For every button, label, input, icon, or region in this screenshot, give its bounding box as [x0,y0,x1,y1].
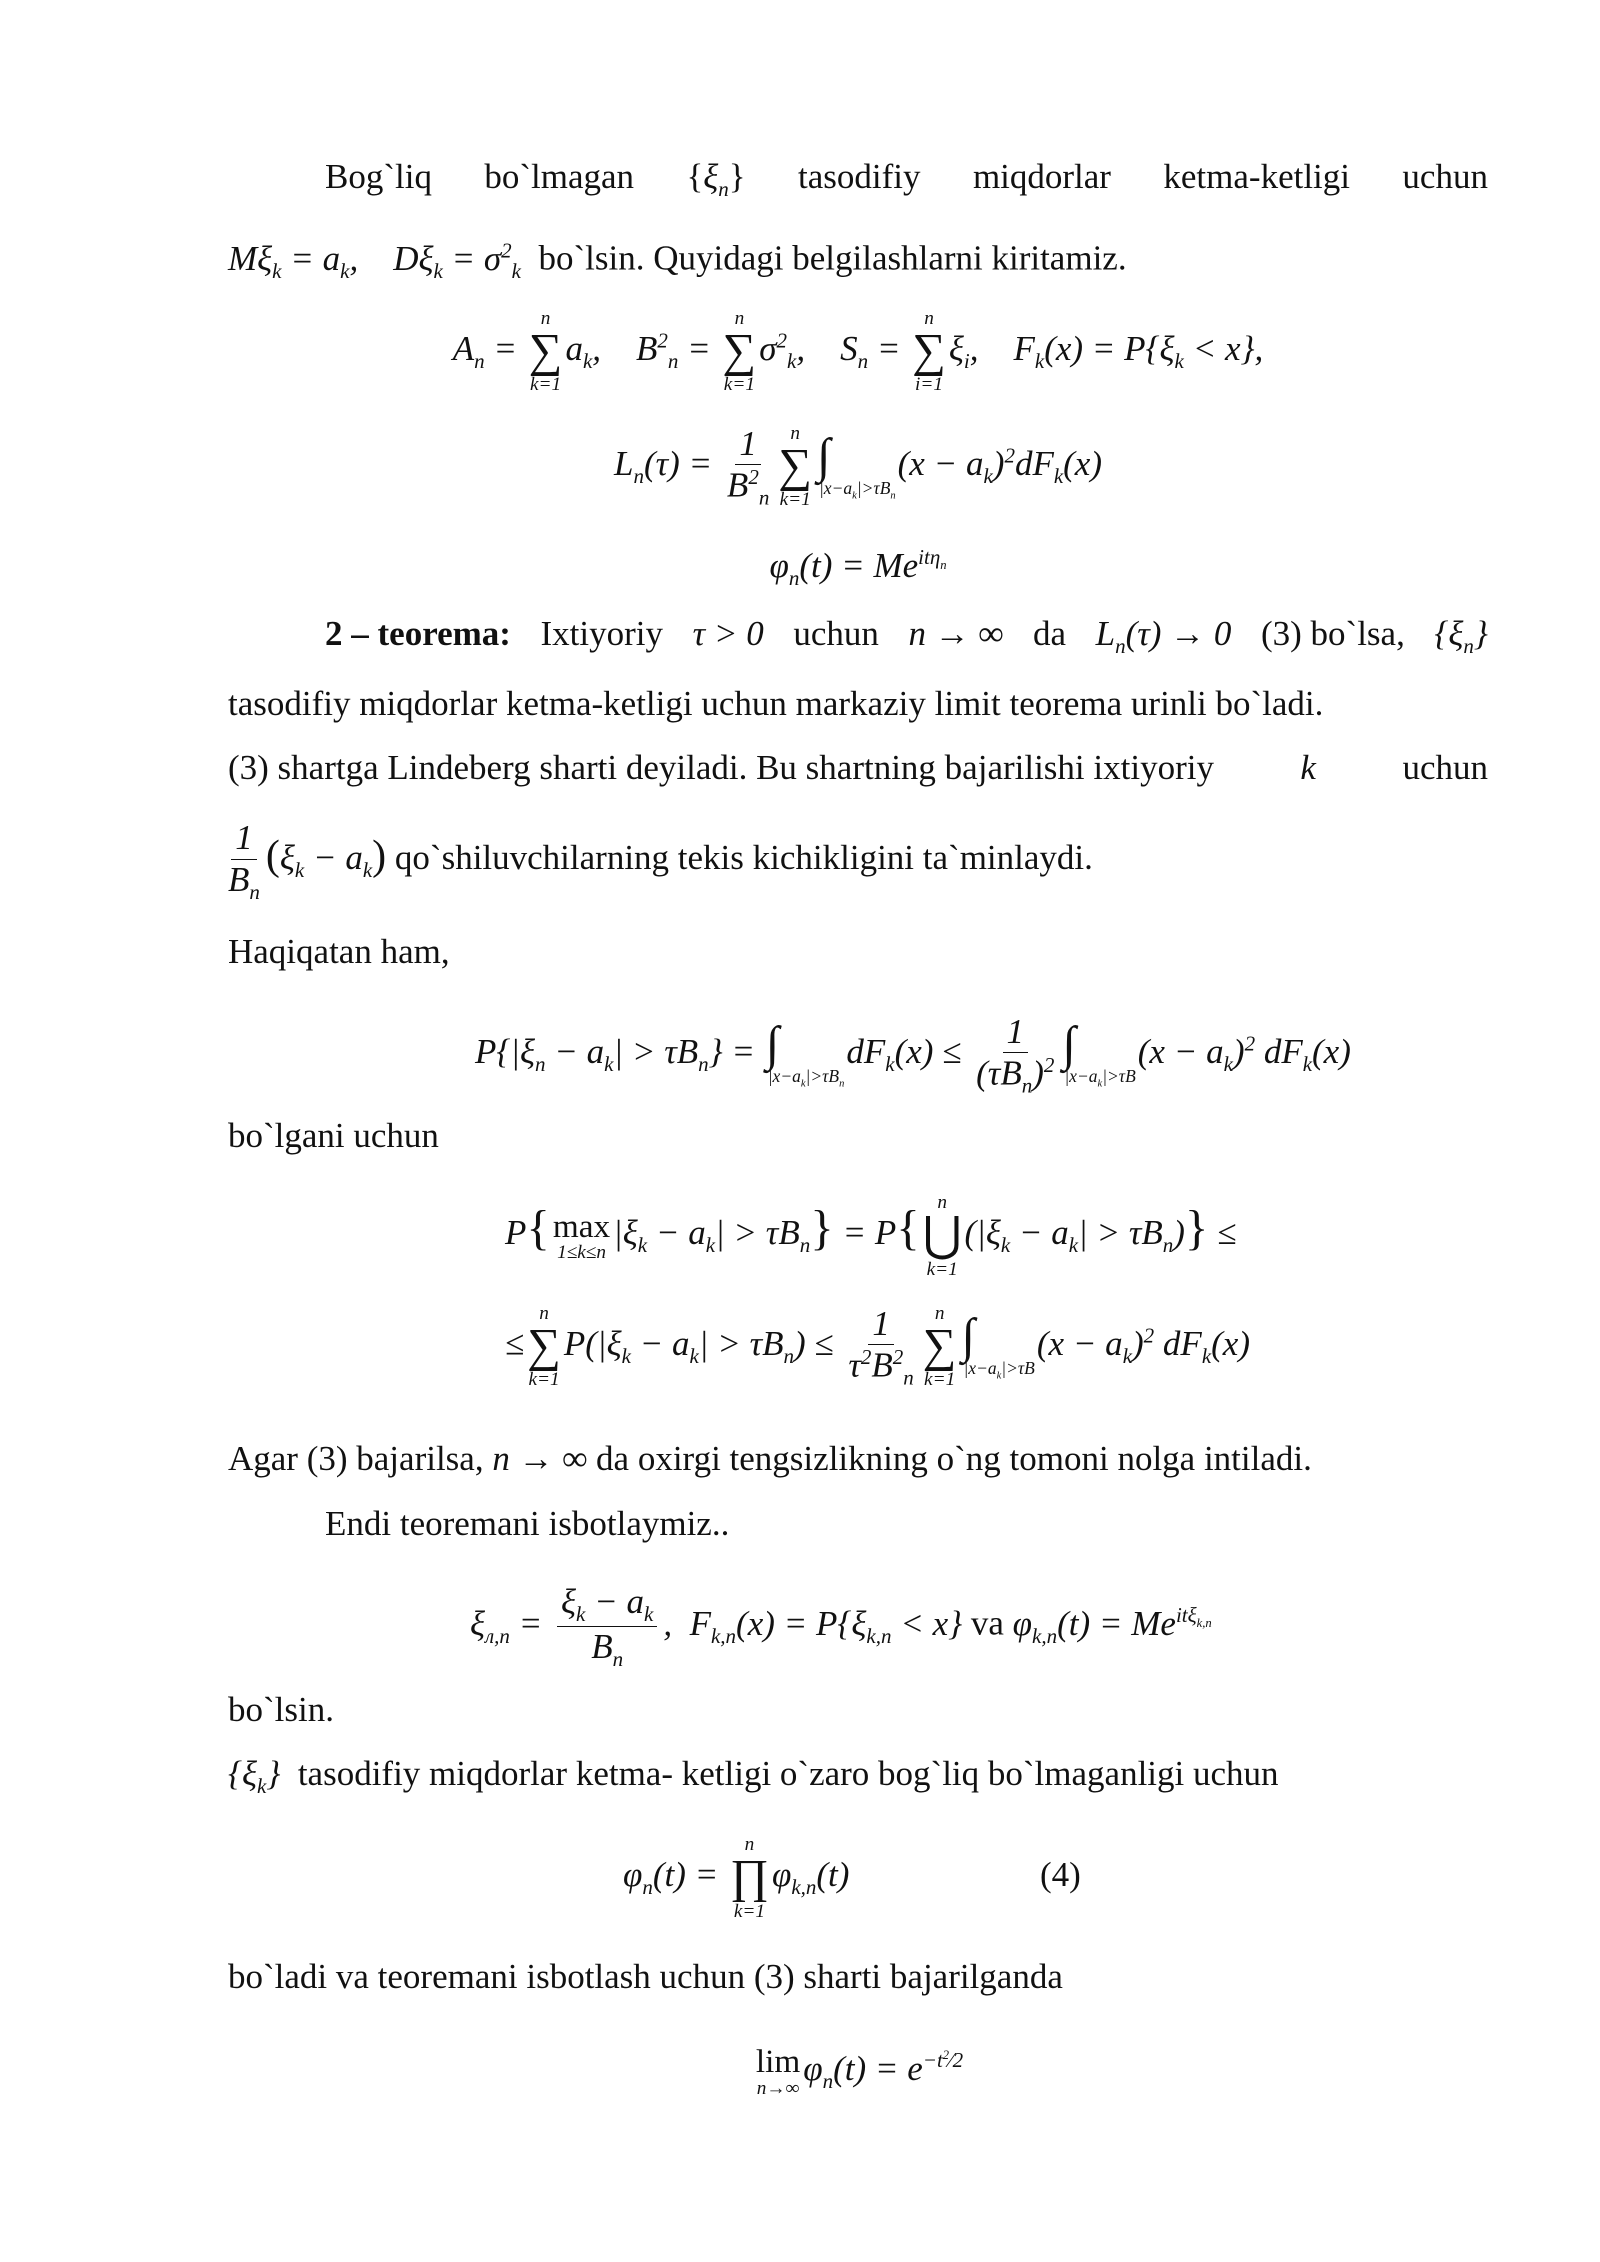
formula-definitions: $A_n$ = n ∑ k=1 $a_k$, $B^2_n$ = n ∑ k=1 $\sigma^2_k$, $S_n$ = n ∑ i=1 $\xi_i$, $F_k(x) = P\{\xi_k < x\}$, [452,307,1264,396]
line-text: tasodifiy miqdorlar ketma- ketligi o`zaro bog`liq bo`lmaganligi uchun [297,1754,1279,1793]
agar-line [228,1437,1488,1481]
formula-normalized-variables: $\xi_{л,n}$ = $\frac{\xi_k - a_k}{B_n}$ , $F_{k,n}(x) = P\{\xi_{k,n} < x\}$ va $\varphi_{k,n}(t) = Me^{it\xi_{k,n}}$ [470,1581,1212,1672]
theorem-label: 2 – teorema: [325,614,511,653]
paragraph-1-line-1 [325,155,1488,211]
formula-characteristic-function: $\varphi_n(t) = Me^{it\eta_n}$ [769,545,947,590]
bolgani-line: bo`lgani uchun [228,1116,439,1155]
boladi-line: bo`ladi va teoremani isbotlash uchun (3) sharti bajarilganda [228,1957,1063,1996]
formula-expectation: $M\xi_k = a_k$, [228,238,359,283]
word: da [1032,614,1067,653]
theorem-line-2: tasodifiy miqdorlar ketma-ketligi uchun markaziy limit teorema urinli bo`ladi. [228,684,1324,723]
formula-max-bound-2: ≤ n ∑ k=1 $P(|\xi_k - a_k| > \tau B_n)$ ≤ $\frac{1}{\tau^2B^2_n}$ n ∑ k=1 ∫ $|x-a_k|>\tau B$ $(x - a_k)^2$ $dF_k(x)$ [505,1302,1250,1391]
theorem-line-1 [325,612,1488,668]
word: uchun [1402,748,1488,787]
word: tasodifiy [798,157,921,196]
mustaqil-line [228,1752,1488,1808]
sequence-xi-n: $\{\xi_n\}$ [1434,614,1488,658]
formula-n-to-infinity: n → ∞ [908,614,1004,653]
formula-max-bound-1: P{ max 1≤k≤n $|\xi_k - a_k| > \tau B_n\} = P${ n ⋃ k=1 $(|\xi_k - a_k| > \tau B_n)$} ≤ [505,1192,1237,1280]
formula-variance: $D\xi_k = \sigma^2_k$ [393,238,521,283]
formula-probability-bound: $P\{|\xi_n - a_k| > \tau B_n\}$ = ∫ $|x-a_k|>\tau B_n$ $dF_k(x)$ ≤ $\frac{1}{(\tau B_n)^2}$ ∫ $|x-a_k|>\tau B$ $(x - a_k)^2$ $dF_k(x)$ [475,1011,1351,1098]
bolsin-line: bo`lsin. [228,1690,334,1729]
line-text: (3) shartga Lindeberg sharti deyiladi. Bu shartning bajarilishi ixtiyoriy [228,748,1214,787]
equation-number: (4) [1040,1855,1081,1894]
line-text: da oxirgi tengsizlikning o`ng tomoni nolga intiladi. [596,1439,1312,1478]
word: uchun [793,614,879,653]
word: ketma-ketligi [1163,157,1350,196]
formula-lindeberg-limit: $L_n(\tau) \to 0$ [1095,614,1232,658]
lindeberg-line-2: $\frac{1}{B_n}$ $(\xi_k - a_k)$ qo`shiluvchilarning tekis kichikligini ta`minlaydi. [228,818,1093,904]
formula-limit: lim n→∞ $\varphi_n(t) = e^{-t^2⁄2}$ [755,2043,964,2099]
lindeberg-line-1 [228,746,1488,790]
word: (3) bo`lsa, [1260,614,1405,653]
formula-lindeberg: $L_n(\tau)$ = $\frac{1}{B^2_n}$ n ∑ k=1 ∫ $|x-a_k|>\tau B_n$ $(x - a_k)^2dF_k(x)$ [613,422,1103,511]
formula-tau-positive: τ > 0 [692,614,764,653]
word: bo`lmagan [484,157,635,196]
word: uchun [1402,157,1488,196]
word: va [970,1603,1004,1643]
paragraph-1-line-2 [228,228,1488,293]
document-page: Bog`liq bo`lmagan $\{\xi_n\}$ tasodifiy miqdorlar ketma-ketligi uchun $M\xi_k = a_k$, $D\xi_k = \sigma^2_k$ bo`lsin. Quyidagi belgilashlarni kiritamiz. $A_n$ = n ∑ k=1 $a_k$, $B^2_n$ = n ∑ k=1 $\sigma^2_k$, $S_n$ = n ∑ i=1 $\xi_i$, $F_k(x) = P\{\xi_k < x\}$, $L_n(\tau)$ = $\frac{1}{B^2_n}$ n ∑ k=1 ∫ $|x-a_k|>\tau B_n$ $(x - a_k)^2dF_k(x)$ $\varphi_n(t) = Me^{it\eta_n}$ 2 – teorema: Ixtiyoriy τ > 0 uchun n → ∞ da $L_n(\tau) \to 0$ (3) bo`lsa, $\{\xi_n\}$ tasodifiy miqdorlar ketma-ketligi uchun markaziy limit teorema urinli bo`ladi. (3) shartga Lindeberg sharti deyiladi. Bu shartning bajarilishi ixtiyoriy k uchun $\frac{1}{B_n}$ $(\xi_k - a_k)$ qo`shiluvchilarning tekis kichikligini ta`minlaydi. Haqiqatan ham, $P\{|\xi_n - a_k| > \tau B_n\}$ = ∫ $|x-a_k|>\tau B_n$ $dF_k(x)$ ≤ $\frac{1}{(\tau B_n)^2}$ ∫ $|x-a_k|>\tau B$ $(x - a_k)^2$ $dF_k(x)$ bo`lgani uchun P{ max 1≤k≤n $|\xi_k - a_k| > \tau B_n\} = P${ n ⋃ k=1 $(|\xi_k - a_k| > \tau B_n)$} ≤ ≤ n ∑ k=1 $P(|\xi_k - a_k| > \tau B_n)$ ≤ $\frac{1}{\tau^2B^2_n}$ n ∑ k=1 ∫ $|x-a_k|>\tau B$ $(x - a_k)^2$ $dF_k(x)$ Agar (3) bajarilsa, n → ∞ da oxirgi tengsizlikning o`ng tomoni nolga intiladi. Endi teoremani isbotlaymiz.. $\xi_{л,n}$ = $\frac{\xi_k - a_k}{B_n}$ , $F_{k,n}(x) = P\{\xi_{k,n} < x\}$ va $\varphi_{k,n}(t) = Me^{it\xi_{k,n}}$ bo`lsin. $\{\xi_k\}$ tasodifiy miqdorlar ketma- ketligi o`zaro bog`liq bo`lmaganligi uchun $\varphi_n(t)$ = n ∏ k=1 $\varphi_{k,n}(t)$ (4) bo`ladi va teoremani isbotlash uchun (3) sharti bajarilganda lim n→∞ $\varphi_n(t) = e^{-t^2⁄2}$ [0,0,1600,2262]
word: Bog`liq [325,157,432,196]
sequence-xi-n: $\{\xi_n\}$ [686,157,746,201]
line-text: bo`lsin. Quyidagi belgilashlarni kiritamiz. [538,238,1127,278]
word: miqdorlar [972,157,1111,196]
formula-n-to-infinity: n → ∞ [492,1439,588,1478]
line-text: Agar (3) bajarilsa, [228,1439,484,1478]
variable-k: k [1300,748,1316,787]
haqiqatan-line: Haqiqatan ham, [228,932,450,971]
line-text: qo`shiluvchilarning tekis kichikligini ta`minlaydi. [394,838,1093,877]
sequence-xi-k: $\{\xi_k\}$ [228,1754,281,1798]
endi-line: Endi teoremani isbotlaymiz.. [325,1504,730,1543]
word: Ixtiyoriy [540,614,663,653]
